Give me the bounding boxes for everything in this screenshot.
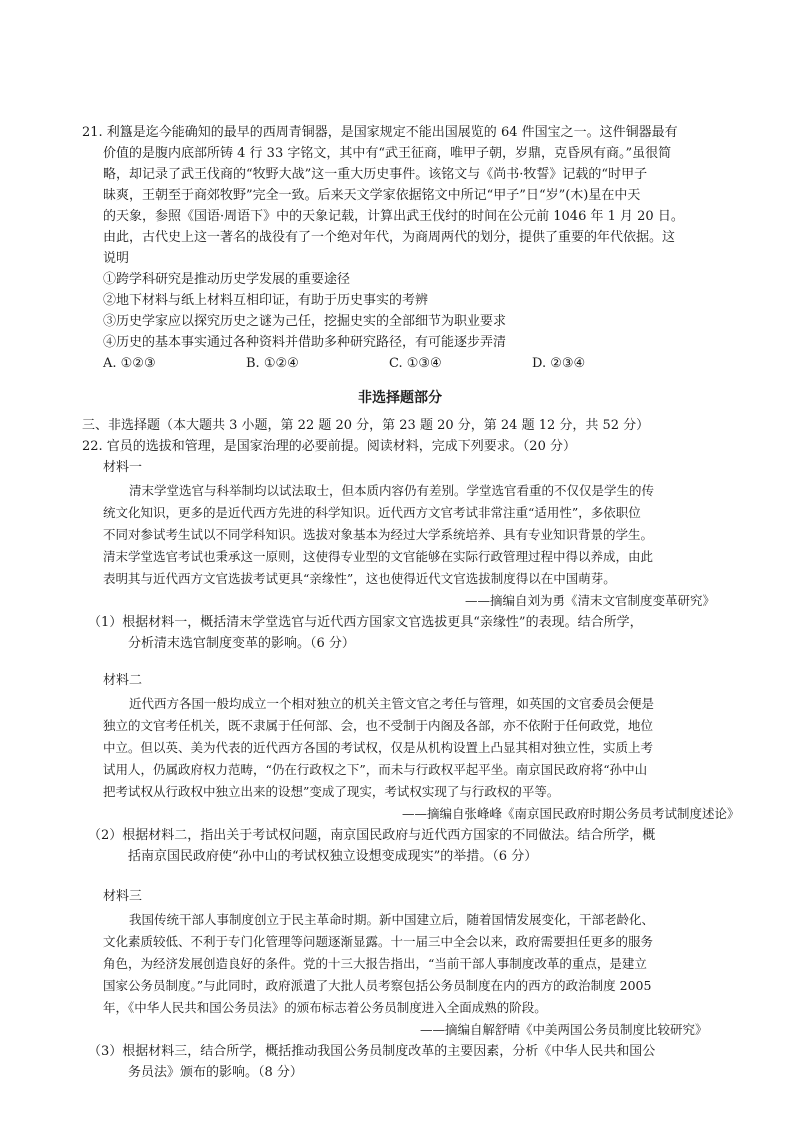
sub-question-3-cont: 务员法》颁布的影响。（8 分） — [128, 1065, 303, 1080]
material-line: 中立。但以英、美为代表的近代西方各国的考试权，仅是从机构设置上凸显其相对独立性，实质上考 — [103, 740, 654, 755]
material-line: 年，《中华人民共和国公务员法》的颁布标志着公务员制度进入全面成熟的阶段。 — [103, 1000, 547, 1015]
material-line: 表明其与近代西方文官选拔考试更具“亲缘性”，这也使得近代文官选拔制度得以在中国萌芽。 — [103, 571, 616, 586]
sub-question-2-cont: 括南京国民政府使“孙中山的考试权独立设想变成现实”的举措。（6 分） — [128, 849, 538, 864]
section-title: 非选择题部分 — [358, 390, 442, 406]
q21-option-a: A. ①②③ — [103, 356, 156, 371]
material-line: 清末学堂选官考试也秉承这一原则，这使得专业型的文官能够在实际行政管理过程中得以养成，由此 — [103, 549, 654, 564]
material-source: ——摘编自解舒晴《中美两国公务员制度比较研究》 — [420, 1022, 708, 1037]
q21-option-d: D. ②③④ — [532, 356, 586, 371]
material-line: 不同对参试考生试以不同学科知识。选拔对象基本为经过大学系统培养、具有专业知识背景的学生。 — [103, 527, 654, 542]
sub-question-2: （2）根据材料二，指出关于考试权问题，南京国民政府与近代西方国家的不同做法。结合所学，概 — [88, 828, 656, 843]
q21-option-b: B. ①②④ — [246, 356, 299, 371]
q21-line: 说明 — [103, 251, 130, 266]
material-line: 统文化知识，更多的是近代西方先进的科学知识。近代西方文官考试非常注重“适用性”，多依职位 — [103, 505, 641, 520]
q21-line: 由此，古代史上这一著名的战役有了一个绝对年代，为商周两代的划分，提供了重要的年代依据。这 — [103, 230, 676, 245]
q21-item: ④历史的基本事实通过各种资料并借助多种研究路径，有可能逐步弄清 — [103, 335, 507, 350]
material-label: 材料一 — [103, 460, 143, 475]
q21-line: 价值的是腹内底部所铸 4 行 33 字铭文，其中有“武王征商，唯甲子朝，岁鼎，克昏夙有商。”虽很简 — [103, 146, 672, 161]
sub-question-1: （1）根据材料一，概括清末学堂选官与近代西方国家文官选拔更具“亲缘性”的表现。结合所学， — [88, 615, 643, 630]
q21-line: 21. 利簋是迄今能确知的最早的西周青铜器，是国家规定不能出国展览的 64 件国宝之一。这件铜器最有 — [82, 125, 678, 140]
material-line: 把考试权从行政权中独立出来的设想”变成了现实，考试权实现了与行政权的平等。 — [103, 784, 560, 799]
q21-line: 略，却记录了武王伐商的“牧野大战”这一重大历史事件。该铭文与《尚书·牧誓》记载的“时甲子 — [103, 167, 648, 182]
material-line: 我国传统干部人事制度创立于民主革命时期。新中国建立后，随着国情发展变化，干部老龄化、 — [129, 912, 655, 927]
q21-line: 的天象，参照《国语·周语下》中的天象记载，计算出武王伐纣的时间在公元前 1046 年 1 月 20 日。 — [103, 209, 684, 224]
material-line: 试用人，仍属政府权力范畴，“仍在行政权之下”，而未与行政权平起平坐。南京国民政府将“孙中山 — [103, 762, 648, 777]
q22-stem: 22. 官员的选拔和管理，是国家治理的必要前提。阅读材料，完成下列要求。（20 分） — [82, 439, 576, 454]
material-line: 清末学堂选官与科举制均以试法取士，但本质内容仍有差别。学堂选官看重的不仅仅是学生的传 — [129, 483, 655, 498]
q21-option-c: C. ①③④ — [389, 356, 442, 371]
material-line: 独立的文官考任机关，既不隶属于任何部、会，也不受制于内阁及各部，亦不依附于任何政党，地位 — [103, 718, 654, 733]
material-label: 材料二 — [103, 673, 143, 688]
sub-question-1-cont: 分析清末选官制度变革的影响。（6 分） — [128, 636, 355, 651]
material-line: 角色，为经济发展创造良好的条件。党的十三大报告指出，“当前干部人事制度改革的重点，是建立 — [103, 956, 647, 971]
material-source: ——摘编自张峰峰《南京国民政府时期公务员考试制度述论》 — [402, 806, 740, 821]
q21-item: ②地下材料与纸上材料互相印证，有助于历史事实的考辨 — [103, 293, 429, 308]
material-line: 文化素质较低、不利于专门化管理等问题逐渐显露。十一届三中全会以来，政府需要担任更多的服务 — [103, 934, 654, 949]
q21-item: ③历史学家应以探究历史之谜为己任，挖掘史实的全部细节为职业要求 — [103, 314, 507, 329]
sub-question-3: （3）根据材料三，结合所学，概括推动我国公务员制度改革的主要因素，分析《中华人民共和国公 — [88, 1044, 656, 1059]
part3-header: 三、非选择题（本大题共 3 小题，第 22 题 20 分，第 23 题 20 分，第 24 题 12 分，共 52 分） — [82, 418, 650, 433]
material-line: 近代西方各国一般均成立一个相对独立的机关主管文官之考任与管理，如英国的文官委员会便是 — [129, 696, 655, 711]
q21-line: 昧爽，王朝至于商郊牧野”完全一致。后来天文学家依据铭文中所记“甲子”日“岁”(木)星在中天 — [103, 188, 641, 203]
q21-item: ①跨学科研究是推动历史学发展的重要途径 — [103, 272, 351, 287]
material-label: 材料三 — [103, 889, 143, 904]
material-source: ——摘编自刘为勇《清末文官制度变革研究》 — [465, 593, 716, 608]
material-line: 国家公务员制度。”与此同时，政府派遣了大批人员考察包括公务员制度在内的西方的政治制度 2005 — [103, 978, 652, 993]
